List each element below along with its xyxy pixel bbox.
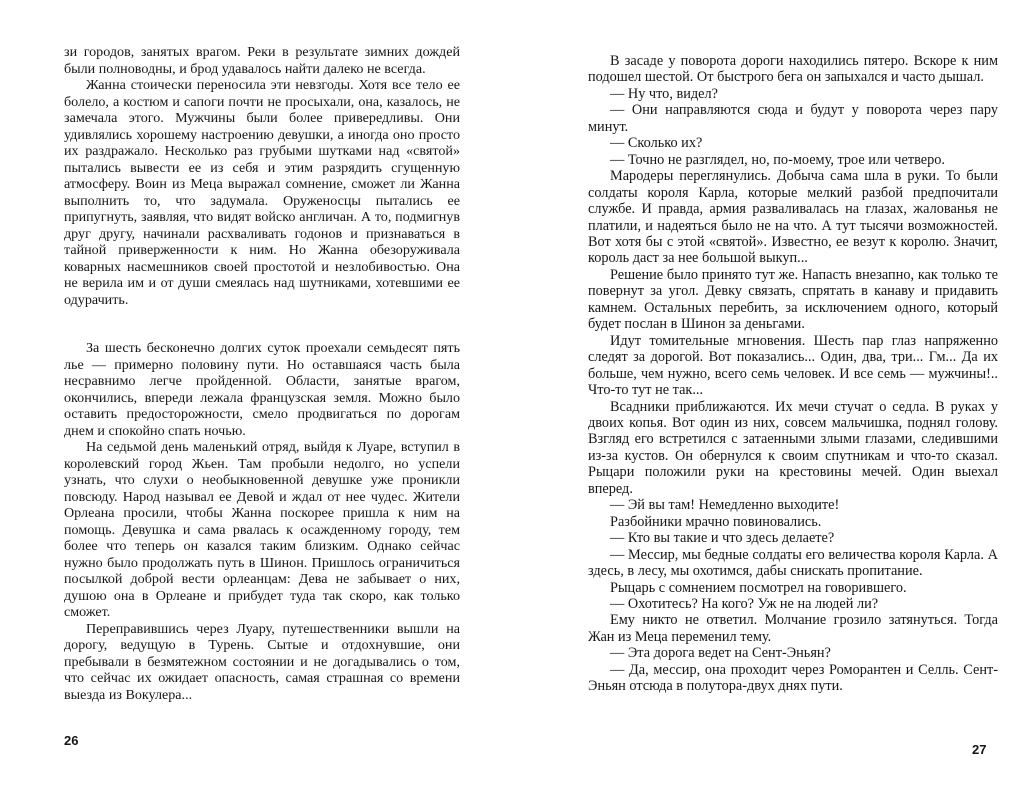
paragraph: — Они направляются сюда и будут у поворота через пару минут. (588, 102, 998, 135)
paragraph: Мародеры переглянулись. Добыча сама шла в руки. То были солдаты короля Карла, которые мелкий разбой предпочитали службе. И правда, армия разваливалась на глазах, жалованья не платили, и надеяться было не на что. А тут тысячи возможностей. Вот хотя бы с этой «святой». Известно, ее везут к королю. Значит, король даст за нее большой выкуп... (588, 168, 998, 267)
paragraph: Переправившись через Луару, путешественники вышли на дорогу, ведущую в Турень. Сытые и отдохнувшие, они пребывали в безмятежном состоянии и не догадывались о том, что сейчас их ожидает опасность, самая страшная со времени выезда из Вокулера... (64, 620, 460, 703)
paragraph: Разбойники мрачно повиновались. (610, 513, 822, 530)
paragraph: Ему никто не ответил. Молчание грозило затянуться. Тогда Жан из Меца переменил тему. (588, 612, 998, 645)
paragraph: — Эта дорога ведет на Сент-Эньян? (610, 645, 831, 662)
paragraph: Жанна стоически переносила эти невзгоды. Хотя все тело ее болело, а костюм и сапоги почти не просыхали, она, казалось, не замечала этого. Мужчины были более привередливы. Они удивлялись хорошему настроению девушки, а иногда оно просто их раздражало. Несколько раз грубыми шутками над «святой» пытались вывести ее из себя и этим разрядить сгущенную атмосферу. Воин из Меца выражал сомнение, сможет ли Жанна выполнить то, что задумала. Оруженосцы пытались ее припугнуть, заявляя, что видят войско англичан. А то, подмигнув друг другу, начинали расхваливать годонов и признаваться в тайной приверженности к ним. Но Жанна обезоруживала коварных насмешников своей простотой и незлобивостью. Она не верила им и от души смеялась над шутниками, хотевшими ее одурачить. (64, 77, 460, 308)
paragraph: Рыцарь с сомнением посмотрел на говорившего. (610, 579, 907, 596)
paragraph: — Эй вы там! Немедленно выходите! (610, 497, 840, 514)
section-break (64, 308, 460, 340)
paragraph: Всадники приближаются. Их мечи стучат о седла. В руках у двоих копья. Вот один из них, совсем мальчишка, поднял голову. Взгляд его встретился с затаенными злыми глазами, следившими из-за кустов. Он обернулся к своим спутникам и что-то сказал. Рыцари положили руки на крестовины мечей. Один выехал вперед. (588, 398, 998, 497)
page-number: 27 (972, 742, 987, 757)
paragraph: — Ну что, видел? (610, 85, 718, 102)
right-page-text (588, 53, 998, 695)
paragraph: Идут томительные мгновения. Шесть пар глаз напряженно следят за дорогой. Вот показались... Один, два, три... Гм... Да их больше, чем нужно, всего семь человек. И все семь — мужчины!.. Что-то тут не так... (588, 332, 998, 399)
paragraph: Решение было принято тут же. Напасть внезапно, как только те повернут за угол. Девку связать, спрятать в канаву и придавить камнем. Остальных перебить, за исключением одного, который будет послан в Шинон за деньгами. (588, 266, 998, 333)
paragraph: — Охотитесь? На кого? Уж не на людей ли? (610, 595, 879, 612)
page-number: 26 (64, 733, 79, 748)
paragraph: — Да, мессир, она проходит через Роморантен и Селль. Сент-Эньян отсюда в полутора-двух днях пути. (588, 661, 998, 695)
paragraph: — Точно не разглядел, но, по-моему, трое или четверо. (610, 151, 945, 168)
paragraph: За шесть бесконечно долгих суток проехали семьдесят пять лье — примерно половину пути. Но оставшаяся часть была несравнимо легче пройденной. Области, занятые врагом, окончились, впереди лежала французская земля. Можно было оставить предосторожности, смело продвигаться по дорогам днем и спокойно спать ночью. (64, 340, 460, 439)
paragraph: — Кто вы такие и что здесь делаете? (610, 530, 835, 547)
paragraph: — Сколько их? (610, 135, 703, 152)
left-page-text (64, 44, 460, 703)
paragraph: В засаде у поворота дороги находились пятеро. Вскоре к ним подошел шестой. От быстрого бега он запыхался и часто дышал. (588, 53, 998, 86)
paragraph: зи городов, занятых врагом. Реки в результате зимних дождей были полноводны, и брод удавалось найти далеко не всегда. (64, 44, 460, 77)
right-page (512, 0, 1024, 800)
paragraph: — Мессир, мы бедные солдаты его величества короля Карла. А здесь, в лесу, мы охотимся, дабы снискать пропитание. (588, 546, 998, 580)
paragraph: На седьмой день маленький отряд, выйдя к Луаре, вступил в королевский город Жьен. Там пробыли недолго, но успели узнать, что слухи о необыкновенной девушке уже проникли повсюду. Народ называл ее Девой и ждал от нее чудес. Жители Орлеана просили, чтобы Жанна поскорее пришла к ним на помощь. Девушка и сама рвалась к осажденному городу, тем более что теперь он казался таким близким. Однако сейчас нужно было продолжать путь в Шинон. Пришлось ограничиться посылкой доброй вести орлеанцам: Дева не забывает о них, душою она в Орлеане и прибудет туда так скоро, как только сможет. (64, 439, 460, 620)
